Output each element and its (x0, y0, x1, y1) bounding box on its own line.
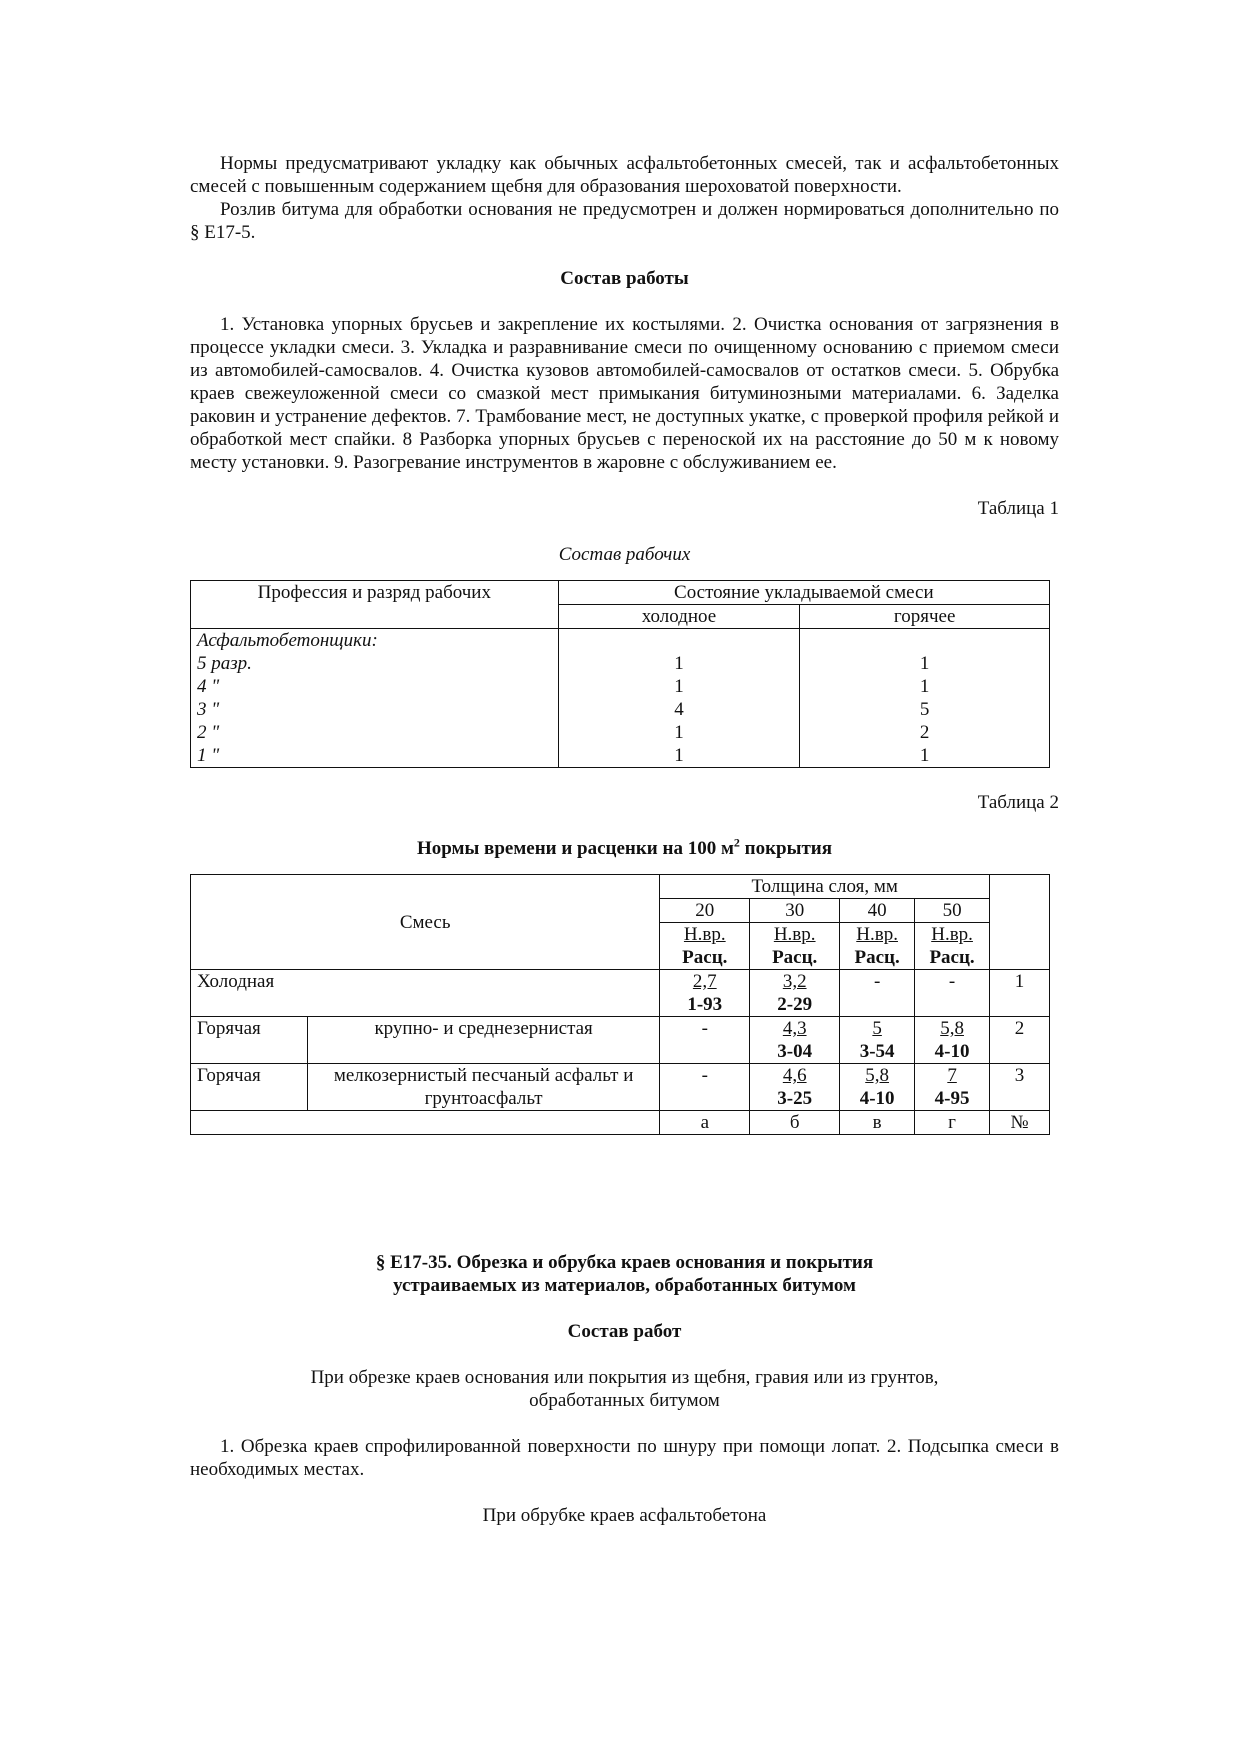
time-norm: 2,7 (692, 971, 717, 992)
price: 2-29 (777, 994, 813, 1015)
hot-value: 1 (919, 653, 930, 674)
table-footer-row (191, 1111, 1050, 1135)
section-subheading-1-line-2: обработанных битумом (529, 1390, 720, 1411)
thickness-value: 30 (750, 899, 840, 923)
col-header-mix: Смесь (191, 875, 660, 970)
section-subheading-1-line-1: При обрезке краев основания или покрытия из щебня, гравия или из грунтов, (310, 1367, 939, 1388)
norm-cell (915, 1017, 990, 1064)
nvr-label: Н.вр. (773, 924, 816, 945)
thickness-value: 40 (840, 899, 915, 923)
table1-title: Состав рабочих (558, 544, 691, 565)
mix-subtype: мелкозернистый песчаный асфальт и грунтоасфальт (307, 1064, 659, 1111)
column-letter: в (840, 1111, 915, 1135)
thickness-value: 50 (915, 899, 990, 923)
mix-name: Горячая (191, 1017, 308, 1064)
time-norm: - (948, 971, 956, 992)
table2-title (190, 837, 1059, 860)
section-subheading-2: При обрубке краев асфальтобетона (482, 1505, 767, 1526)
col-header-hot: горячее (800, 605, 1050, 629)
nvr-label: Н.вр. (683, 924, 726, 945)
price: 4-10 (859, 1088, 895, 1109)
norm-cell (840, 1017, 915, 1064)
grade-label: 3 " (197, 699, 220, 720)
col-header-thickness: Толщина слоя, мм (660, 875, 990, 899)
unit-header (915, 923, 990, 970)
mix-subtype: крупно- и среднезернистая (307, 1017, 659, 1064)
time-norm: 7 (947, 1065, 957, 1086)
col-header-profession: Профессия и разряд рабочих (191, 581, 559, 629)
nvr-label: Н.вр. (856, 924, 898, 945)
table1-label: Таблица 1 (977, 498, 1059, 519)
row-number: 1 (990, 970, 1050, 1017)
unit-header (840, 923, 915, 970)
col-header-cold: холодное (558, 605, 800, 629)
table-row (191, 1064, 1050, 1111)
table2-title-tail: покрытия (739, 838, 833, 859)
table2-title-sup: 2 (733, 835, 740, 850)
column-letter: а (660, 1111, 750, 1135)
section-title-line-1: § Е17-35. Обрезка и обрубка краев основания и покрытия (375, 1252, 874, 1273)
rasc-label: Расц. (772, 947, 818, 968)
hot-value: 5 (919, 699, 930, 720)
mix-name: Горячая (191, 1064, 308, 1111)
grade-label: 4 " (197, 676, 220, 697)
hot-value: 1 (919, 676, 930, 697)
grade-label: 5 разр. (197, 653, 252, 674)
hot-values-cell (800, 629, 1050, 768)
norms-table (190, 874, 1050, 1135)
rasc-label: Расц. (682, 947, 728, 968)
nvr-label: Н.вр. (931, 924, 973, 945)
time-norm: - (701, 1065, 708, 1086)
workers-table (190, 580, 1050, 768)
unit-header (750, 923, 840, 970)
work-heading: Состав работы (560, 268, 689, 289)
column-letter: г (915, 1111, 990, 1135)
time-norm: 4,3 (782, 1018, 807, 1039)
time-norm: 5 (872, 1018, 882, 1039)
column-letter: б (750, 1111, 840, 1135)
col-header-state: Состояние укладываемой смеси (558, 581, 1049, 605)
table-row (191, 1017, 1050, 1064)
norm-cell (660, 1017, 750, 1064)
hot-value: 2 (919, 722, 930, 743)
time-norm: 5,8 (940, 1018, 964, 1039)
price: 3-54 (859, 1041, 895, 1062)
cold-value: 1 (674, 653, 684, 674)
work-description: 1. Установка упорных брусьев и закрепление их костылями. 2. Очистка основания от загрязнения в процессе укладки смеси. 3. Укладка и разравнивание смеси по очищенному основанию с приемом смеси из автомобилей-самосвалов. 4. Очистка кузовов автомобилей-самосвалов от остатков смеси. 5. Обрубка краев свежеуложенной смеси со смазкой мест примыкания битуминозными материалами. 6. Заделка раковин и устранение дефектов. 7. Трамбование мест, не доступных укатке, с проверкой профиля рейкой и обработкой мест спайки. 8 Разборка упорных брусьев с переноской их на расстояние до 50 м к новому месту установки. 9. Разогревание инструментов в жаровне с обслуживанием ее. (190, 314, 1059, 473)
cold-value: 1 (674, 745, 684, 766)
number-sign: № (990, 1111, 1050, 1135)
thickness-value: 20 (660, 899, 750, 923)
unit-header (660, 923, 750, 970)
cold-values-cell (558, 629, 800, 768)
norm-cell (915, 970, 990, 1017)
table2-title-main: Нормы времени и расценки на 100 м (416, 838, 734, 859)
grade-label: 1 " (197, 745, 220, 766)
section-text-1: 1. Обрезка краев спрофилированной поверхности по шнуру при помощи лопат. 2. Подсыпка смеси в необходимых местах. (190, 1436, 1059, 1480)
norm-cell (750, 1017, 840, 1064)
norm-cell (915, 1064, 990, 1111)
table2-label: Таблица 2 (977, 792, 1059, 813)
norm-cell (660, 1064, 750, 1111)
price: 3-04 (777, 1041, 813, 1062)
section-title-line-2: устраиваемых из материалов, обработанных битумом (393, 1275, 856, 1296)
time-norm: 5,8 (865, 1065, 889, 1086)
norm-cell (750, 1064, 840, 1111)
norm-cell (840, 970, 915, 1017)
time-norm: 4,6 (782, 1065, 807, 1086)
grade-label: 2 " (197, 722, 220, 743)
time-norm: - (701, 1018, 708, 1039)
group-label: Асфальтобетонщики: (197, 630, 378, 651)
price: 4-10 (934, 1041, 970, 1062)
grades-cell (191, 629, 559, 768)
table-row (191, 970, 1050, 1017)
section-heading: Состав работ (567, 1321, 682, 1342)
price: 4-95 (934, 1088, 970, 1109)
col-header-number (990, 875, 1050, 970)
intro-paragraph-1: Нормы предусматривают укладку как обычных асфальтобетонных смесей, так и асфальтобетонных смесей с повышенным содержанием щебня для образования шероховатой поверхности. (190, 153, 1059, 197)
price: 3-25 (777, 1088, 813, 1109)
hot-value: 1 (919, 745, 930, 766)
mix-name: Холодная (191, 970, 660, 1017)
cold-value: 1 (674, 676, 684, 697)
row-number: 3 (990, 1064, 1050, 1111)
intro-paragraph-2: Розлив битума для обработки основания не предусмотрен и должен нормироваться дополнительно по § Е17-5. (190, 199, 1059, 243)
time-norm: - (873, 971, 881, 992)
time-norm: 3,2 (782, 971, 807, 992)
row-number: 2 (990, 1017, 1050, 1064)
norm-cell (660, 970, 750, 1017)
price: 1-93 (687, 994, 723, 1015)
rasc-label: Расц. (929, 947, 975, 968)
cold-value: 4 (674, 699, 684, 720)
norm-cell (840, 1064, 915, 1111)
rasc-label: Расц. (854, 947, 900, 968)
cold-value: 1 (674, 722, 684, 743)
norm-cell (750, 970, 840, 1017)
document-page (190, 152, 1059, 1527)
